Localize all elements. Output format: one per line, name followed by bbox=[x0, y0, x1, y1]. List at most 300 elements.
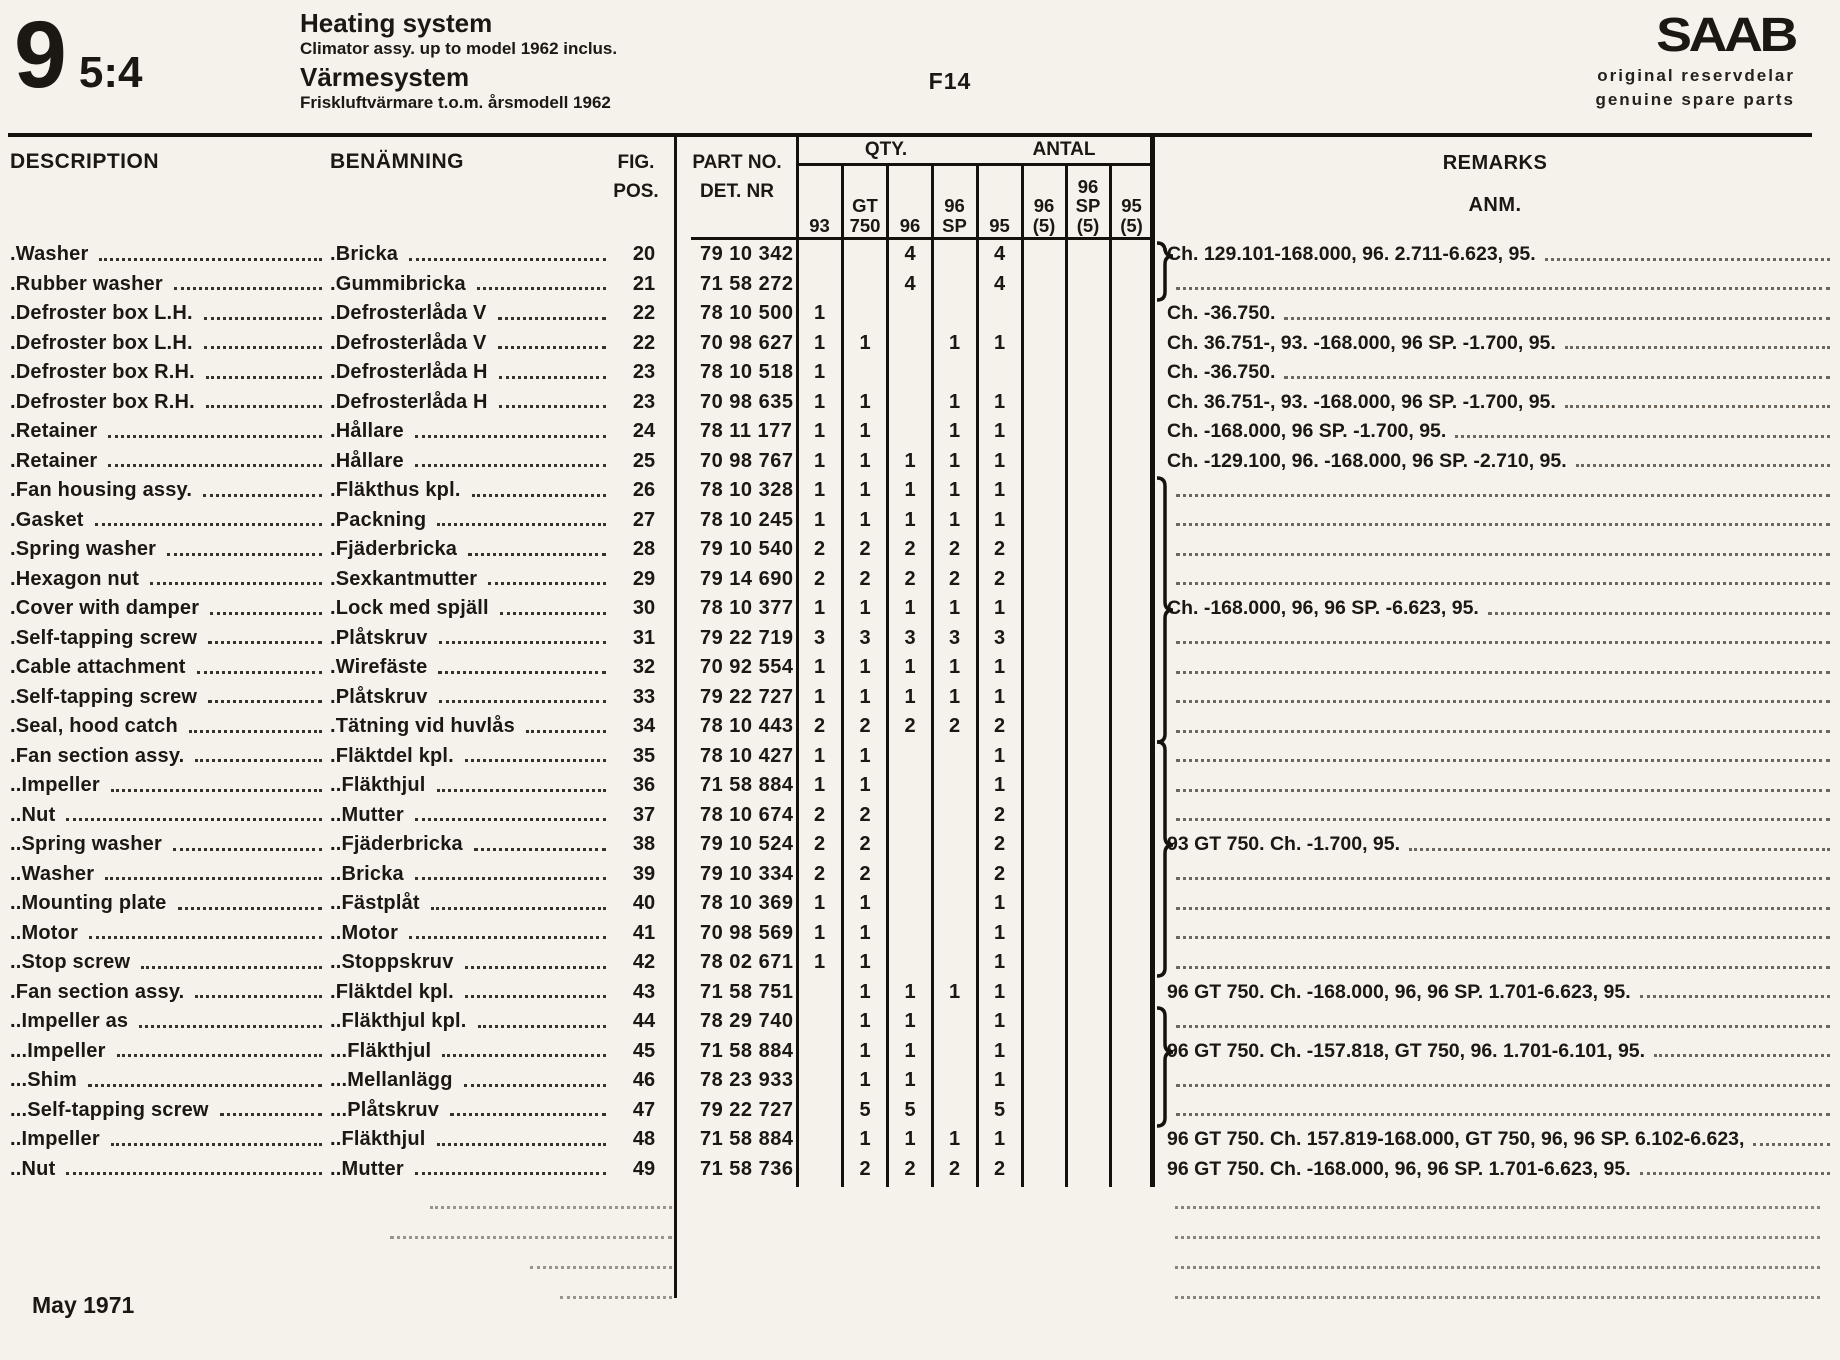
dotted-leader bbox=[465, 966, 606, 969]
brand-line-sv: original reservdelar bbox=[1597, 66, 1795, 85]
benamning-cell: .Hållare bbox=[330, 450, 614, 473]
col-header-part-no: PART NO. DET. NR bbox=[692, 152, 782, 203]
part-no-cell: 79 10 342 bbox=[700, 243, 794, 266]
description-cell: .Seal, hood catch bbox=[0, 715, 330, 738]
qty-cell: 2 bbox=[859, 538, 871, 561]
dotted-leader bbox=[526, 730, 606, 733]
table-row bbox=[0, 565, 1840, 595]
benamning-cell: .Bricka bbox=[330, 243, 614, 266]
fig-pos-cell: 26 bbox=[632, 479, 656, 502]
dotted-leader bbox=[99, 258, 322, 261]
qty-cell: 2 bbox=[993, 803, 1006, 826]
description-cell: ..Nut bbox=[0, 1158, 330, 1181]
qty-cell: 2 bbox=[813, 567, 826, 590]
part-no-cell: 79 22 727 bbox=[700, 685, 794, 708]
part-no-cell: 78 10 427 bbox=[700, 744, 794, 767]
table-row bbox=[0, 830, 1840, 860]
description-cell: ..Nut bbox=[0, 804, 330, 827]
header-rule bbox=[8, 133, 1812, 137]
qty-cell: 1 bbox=[813, 951, 826, 974]
part-no-cell: 79 14 690 bbox=[700, 567, 794, 590]
fig-pos-cell: 30 bbox=[632, 597, 656, 620]
empty-rows bbox=[0, 1192, 1840, 1312]
description-cell: ..Motor bbox=[0, 922, 330, 945]
qty-cell: 1 bbox=[904, 1010, 916, 1033]
description-cell: .Cover with damper bbox=[0, 597, 330, 620]
dotted-leader bbox=[195, 759, 322, 762]
qty-cell: 1 bbox=[948, 420, 961, 443]
table-row bbox=[0, 742, 1840, 772]
benamning-cell: .Fjäderbricka bbox=[330, 538, 614, 561]
empty-row bbox=[0, 1252, 1840, 1282]
qty-cell: 1 bbox=[859, 479, 871, 502]
benamning-cell: .Fläktdel kpl. bbox=[330, 745, 614, 768]
benamning-cell: .Gummibricka bbox=[330, 273, 614, 296]
table-row bbox=[0, 801, 1840, 831]
remarks-cell: 93 GT 750. Ch. -1.700, 95. bbox=[1153, 833, 1840, 856]
empty-row bbox=[0, 1192, 1840, 1222]
qty-cell: 1 bbox=[813, 774, 826, 797]
dotted-leader bbox=[498, 346, 606, 349]
dotted-leader bbox=[1176, 1113, 1830, 1116]
saab-logo: SAAB bbox=[1656, 9, 1795, 62]
table-row bbox=[0, 653, 1840, 683]
qty-cell: 2 bbox=[948, 567, 961, 590]
qty-cell: 2 bbox=[859, 715, 871, 738]
qty-cell: 1 bbox=[993, 685, 1006, 708]
dotted-leader bbox=[1654, 1054, 1830, 1057]
qty-column-header: 93 bbox=[809, 214, 830, 236]
remarks-cell bbox=[1153, 809, 1840, 821]
table-row bbox=[0, 417, 1840, 447]
benamning-cell: .Fläktdel kpl. bbox=[330, 981, 614, 1004]
dotted-leader bbox=[108, 435, 322, 438]
benamning-cell: ..Bricka bbox=[330, 863, 614, 886]
dotted-leader bbox=[117, 1054, 322, 1057]
col-header-remarks: REMARKS ANM. bbox=[1442, 152, 1548, 216]
remarks-cell bbox=[1153, 750, 1840, 762]
description-cell: .Washer bbox=[0, 243, 330, 266]
remarks-cell: Ch. -36.750. bbox=[1153, 361, 1840, 384]
empty-row bbox=[0, 1282, 1840, 1312]
dotted-leader bbox=[409, 258, 606, 261]
description-cell: .Defroster box R.H. bbox=[0, 391, 330, 414]
qty-cell: 5 bbox=[859, 1098, 871, 1121]
part-no-cell: 78 10 245 bbox=[700, 508, 794, 531]
qty-cell: 1 bbox=[813, 420, 826, 443]
qty-cell: 2 bbox=[948, 715, 961, 738]
dotted-leader bbox=[1455, 435, 1830, 438]
dotted-leader bbox=[415, 435, 606, 438]
qty-variant-columns bbox=[797, 166, 1153, 238]
dotted-leader bbox=[415, 877, 606, 880]
dotted-leader bbox=[220, 1113, 322, 1116]
qty-cell: 2 bbox=[993, 538, 1006, 561]
qty-cell: 1 bbox=[859, 774, 871, 797]
table-row bbox=[0, 889, 1840, 919]
qty-cell: 2 bbox=[859, 862, 871, 885]
part-no-cell: 79 10 334 bbox=[700, 862, 794, 885]
section-number: 9 bbox=[14, 2, 65, 108]
benamning-cell: ..Mutter bbox=[330, 804, 614, 827]
benamning-cell: .Plåtskruv bbox=[330, 686, 614, 709]
fig-pos-cell: 29 bbox=[632, 567, 656, 590]
dotted-leader bbox=[1284, 317, 1830, 320]
title-block bbox=[300, 10, 617, 111]
dotted-leader bbox=[1576, 464, 1830, 467]
dotted-leader bbox=[1176, 700, 1830, 703]
part-no-cell: 78 10 518 bbox=[700, 361, 794, 384]
dotted-leader bbox=[498, 317, 606, 320]
dotted-leader bbox=[206, 405, 322, 408]
qty-cell: 1 bbox=[904, 1069, 916, 1092]
dotted-leader bbox=[438, 671, 606, 674]
qty-cell: 2 bbox=[813, 715, 826, 738]
part-no-cell: 78 29 740 bbox=[700, 1010, 794, 1033]
description-cell: .Defroster box R.H. bbox=[0, 361, 330, 384]
description-cell: .Fan section assy. bbox=[0, 981, 330, 1004]
remarks-cell bbox=[1153, 573, 1840, 585]
benamning-cell: .Tätning vid huvlås bbox=[330, 715, 614, 738]
dotted-leader bbox=[464, 1084, 606, 1087]
qty-cell: 1 bbox=[859, 420, 871, 443]
qty-cell: 1 bbox=[859, 1010, 871, 1033]
dotted-leader bbox=[111, 789, 322, 792]
dotted-leader bbox=[1176, 907, 1830, 910]
dotted-leader bbox=[1176, 1025, 1830, 1028]
dotted-leader bbox=[1176, 553, 1830, 556]
remarks-cell bbox=[1153, 278, 1840, 290]
qty-cell: 1 bbox=[993, 1010, 1006, 1033]
qty-cell: 1 bbox=[859, 921, 871, 944]
dotted-leader bbox=[500, 612, 606, 615]
dotted-leader bbox=[174, 287, 322, 290]
qty-cell: 4 bbox=[993, 272, 1006, 295]
remarks-cell bbox=[1153, 544, 1840, 556]
qty-column-header: 96 SP bbox=[942, 195, 967, 236]
qty-cell: 2 bbox=[993, 715, 1006, 738]
qty-cell: 1 bbox=[948, 980, 961, 1003]
qty-label: QTY. bbox=[864, 139, 908, 160]
part-no-cell: 71 58 272 bbox=[700, 272, 794, 295]
qty-cell: 1 bbox=[948, 656, 961, 679]
brand-line-en: genuine spare parts bbox=[1595, 89, 1795, 109]
qty-column-header: 96 bbox=[899, 214, 921, 236]
qty-cell: 1 bbox=[993, 508, 1006, 531]
table-row bbox=[0, 594, 1840, 624]
dotted-leader bbox=[431, 907, 606, 910]
parts-table-body bbox=[0, 240, 1840, 1184]
qty-cell: 1 bbox=[993, 420, 1006, 443]
remarks-cell bbox=[1153, 868, 1840, 880]
remarks-cell: 96 GT 750. Ch. -168.000, 96, 96 SP. 1.701-6.623, 95. bbox=[1153, 1158, 1840, 1181]
remarks-cell: Ch. 129.101-168.000, 96. 2.711-6.623, 95. bbox=[1153, 243, 1840, 266]
page-subtitle-sv: Friskluftvärmare t.o.m. årsmodell 1962 bbox=[300, 92, 611, 112]
dotted-leader bbox=[1409, 848, 1830, 851]
fig-pos-cell: 31 bbox=[632, 626, 656, 649]
dotted-leader bbox=[465, 995, 606, 998]
dotted-leader bbox=[1176, 818, 1830, 821]
fig-pos-cell: 44 bbox=[632, 1010, 656, 1033]
dotted-leader bbox=[1176, 1084, 1830, 1087]
qty-cell: 1 bbox=[993, 1069, 1006, 1092]
dotted-leader bbox=[173, 848, 322, 851]
figure-reference: F14 bbox=[928, 68, 972, 94]
benamning-cell: .Defrosterlåda H bbox=[330, 391, 614, 414]
dotted-leader bbox=[478, 1025, 606, 1028]
description-cell: ...Shim bbox=[0, 1069, 330, 1092]
qty-cell: 1 bbox=[859, 685, 871, 708]
dotted-leader bbox=[1176, 759, 1830, 762]
benamning-cell: ..Fläkthjul bbox=[330, 774, 614, 797]
qty-cell: 1 bbox=[904, 1128, 916, 1151]
qty-column-header: 95 bbox=[989, 214, 1010, 236]
fig-pos-cell: 37 bbox=[632, 803, 656, 826]
dotted-leader bbox=[465, 759, 606, 762]
dotted-leader bbox=[88, 1084, 322, 1087]
qty-cell: 1 bbox=[993, 1039, 1006, 1062]
fig-pos-cell: 23 bbox=[632, 390, 656, 413]
dotted-leader bbox=[139, 1025, 322, 1028]
fig-pos-cell: 35 bbox=[632, 744, 656, 767]
fig-pos-cell: 28 bbox=[632, 538, 656, 561]
qty-cell: 1 bbox=[813, 597, 826, 620]
benamning-cell: ...Fläkthjul bbox=[330, 1040, 614, 1063]
fig-pos-cell: 27 bbox=[632, 508, 656, 531]
qty-cell: 1 bbox=[813, 302, 826, 325]
qty-cell: 3 bbox=[904, 626, 916, 649]
qty-cell: 1 bbox=[813, 921, 826, 944]
table-row bbox=[0, 447, 1840, 477]
qty-cell: 3 bbox=[859, 626, 871, 649]
page-title-sv: Värmesystem bbox=[300, 61, 470, 92]
remarks-cell bbox=[1153, 898, 1840, 910]
qty-cell: 1 bbox=[948, 390, 961, 413]
qty-cell: 2 bbox=[904, 538, 916, 561]
dotted-leader bbox=[1176, 641, 1830, 644]
dotted-leader bbox=[1176, 523, 1830, 526]
remarks-cell: Ch. -129.100, 96. -168.000, 96 SP. -2.710, 95. bbox=[1153, 450, 1840, 473]
dotted-leader bbox=[150, 582, 322, 585]
part-no-cell: 78 10 369 bbox=[700, 892, 794, 915]
description-cell: ...Impeller bbox=[0, 1040, 330, 1063]
section-number-block bbox=[14, 2, 143, 108]
dotted-leader bbox=[66, 1172, 322, 1175]
benamning-cell: .Defrosterlåda H bbox=[330, 361, 614, 384]
description-cell: .Retainer bbox=[0, 450, 330, 473]
table-row bbox=[0, 683, 1840, 713]
qty-cell: 3 bbox=[813, 626, 826, 649]
description-cell: .Gasket bbox=[0, 509, 330, 532]
benamning-cell: .Fläkthus kpl. bbox=[330, 479, 614, 502]
table-row bbox=[0, 1125, 1840, 1155]
fig-pos-cell: 32 bbox=[632, 656, 656, 679]
qty-cell: 1 bbox=[859, 390, 871, 413]
dotted-leader bbox=[499, 405, 606, 408]
table-row bbox=[0, 240, 1840, 270]
remarks-cell bbox=[1153, 662, 1840, 674]
table-row bbox=[0, 299, 1840, 329]
description-cell: ..Stop screw bbox=[0, 951, 330, 974]
qty-cell: 1 bbox=[993, 656, 1006, 679]
benamning-cell: .Plåtskruv bbox=[330, 627, 614, 650]
qty-cell: 2 bbox=[993, 567, 1006, 590]
dotted-leader bbox=[415, 1172, 606, 1175]
remarks-cell bbox=[1153, 632, 1840, 644]
fig-pos-cell: 48 bbox=[632, 1128, 656, 1151]
description-cell: .Defroster box L.H. bbox=[0, 302, 330, 325]
remarks-cell bbox=[1153, 514, 1840, 526]
remarks-cell: 96 GT 750. Ch. 157.819-168.000, GT 750, 96, 96 SP. 6.102-6.623, bbox=[1153, 1128, 1840, 1151]
qty-cell: 1 bbox=[859, 1069, 871, 1092]
table-row bbox=[0, 1037, 1840, 1067]
qty-cell: 2 bbox=[904, 1157, 916, 1180]
qty-cell: 1 bbox=[904, 1039, 916, 1062]
remarks-cell bbox=[1153, 485, 1840, 497]
qty-cell: 2 bbox=[993, 1157, 1006, 1180]
part-no-cell: 78 11 177 bbox=[700, 420, 793, 443]
part-no-cell: 78 10 674 bbox=[700, 803, 794, 826]
benamning-cell: ..Fästplåt bbox=[330, 892, 614, 915]
qty-cell: 5 bbox=[904, 1098, 916, 1121]
dotted-leader bbox=[204, 317, 322, 320]
footer-date: May 1971 bbox=[32, 1292, 135, 1318]
description-cell: .Fan housing assy. bbox=[0, 479, 330, 502]
part-no-cell: 70 98 767 bbox=[700, 449, 794, 472]
dotted-leader bbox=[203, 494, 322, 497]
remarks-cell: 96 GT 750. Ch. -168.000, 96, 96 SP. 1.701-6.623, 95. bbox=[1153, 981, 1840, 1004]
dotted-leader bbox=[437, 789, 606, 792]
dotted-leader bbox=[1176, 287, 1830, 290]
qty-cell: 1 bbox=[813, 361, 826, 384]
dotted-leader bbox=[1176, 582, 1830, 585]
dotted-leader bbox=[204, 346, 322, 349]
dotted-leader bbox=[442, 1054, 606, 1057]
qty-cell: 1 bbox=[948, 1128, 961, 1151]
fig-pos-cell: 25 bbox=[632, 449, 656, 472]
remarks-cell bbox=[1153, 780, 1840, 792]
col-header-fig-pos: FIG. POS. bbox=[613, 152, 659, 203]
dotted-leader bbox=[439, 700, 606, 703]
qty-cell: 1 bbox=[993, 892, 1006, 915]
dotted-leader bbox=[1488, 612, 1830, 615]
description-cell: ..Impeller bbox=[0, 774, 330, 797]
dotted-leader bbox=[105, 877, 322, 880]
dotted-leader bbox=[1545, 258, 1830, 261]
fig-pos-cell: 36 bbox=[632, 774, 656, 797]
qty-cell: 1 bbox=[813, 656, 826, 679]
fig-pos-cell: 43 bbox=[632, 980, 656, 1003]
qty-cell: 1 bbox=[993, 744, 1006, 767]
qty-cell: 1 bbox=[993, 479, 1006, 502]
fig-pos-cell: 47 bbox=[632, 1098, 656, 1121]
description-cell: ..Impeller bbox=[0, 1128, 330, 1151]
qty-cell: 1 bbox=[859, 331, 871, 354]
dotted-leader bbox=[415, 464, 606, 467]
qty-cell: 1 bbox=[993, 980, 1006, 1003]
qty-cell: 1 bbox=[813, 331, 826, 354]
dotted-leader bbox=[141, 966, 322, 969]
remarks-cell bbox=[1153, 1104, 1840, 1116]
table-row bbox=[0, 358, 1840, 388]
part-no-cell: 79 10 524 bbox=[700, 833, 794, 856]
qty-cell: 1 bbox=[948, 685, 961, 708]
dotted-leader bbox=[95, 523, 322, 526]
fig-pos-cell: 20 bbox=[632, 243, 656, 266]
dotted-leader bbox=[437, 523, 606, 526]
qty-cell: 1 bbox=[859, 1039, 871, 1062]
table-row bbox=[0, 270, 1840, 300]
qty-cell: 1 bbox=[813, 390, 826, 413]
dotted-leader bbox=[1565, 346, 1830, 349]
dotted-leader bbox=[108, 464, 322, 467]
table-row bbox=[0, 1066, 1840, 1096]
qty-cell: 1 bbox=[993, 951, 1006, 974]
fig-pos-cell: 38 bbox=[632, 833, 656, 856]
benamning-cell: .Hållare bbox=[330, 420, 614, 443]
qty-cell: 2 bbox=[859, 803, 871, 826]
qty-cell: 1 bbox=[859, 508, 871, 531]
dotted-leader bbox=[66, 818, 322, 821]
fig-pos-cell: 45 bbox=[632, 1039, 656, 1062]
qty-cell: 1 bbox=[948, 449, 961, 472]
part-no-cell: 71 58 736 bbox=[700, 1157, 794, 1180]
col-header-qty-antal bbox=[797, 139, 1153, 163]
qty-cell: 2 bbox=[993, 862, 1006, 885]
dotted-leader bbox=[1176, 789, 1830, 792]
table-row bbox=[0, 771, 1840, 801]
remarks-cell: Ch. 36.751-, 93. -168.000, 96 SP. -1.700, 95. bbox=[1153, 332, 1840, 355]
page-subtitle-en: Climator assy. up to model 1962 inclus. bbox=[300, 39, 618, 59]
qty-cell: 1 bbox=[813, 892, 826, 915]
dotted-leader bbox=[1176, 494, 1830, 497]
qty-cell: 4 bbox=[904, 243, 916, 266]
dotted-leader bbox=[468, 553, 606, 556]
remarks-cell: Ch. 36.751-, 93. -168.000, 96 SP. -1.700, 95. bbox=[1153, 391, 1840, 414]
description-cell: .Fan section assy. bbox=[0, 745, 330, 768]
fig-pos-cell: 39 bbox=[632, 862, 656, 885]
table-row bbox=[0, 388, 1840, 418]
fig-pos-cell: 42 bbox=[632, 951, 656, 974]
qty-cell: 1 bbox=[813, 449, 826, 472]
qty-cell: 1 bbox=[904, 508, 916, 531]
benamning-cell: ..Fjäderbricka bbox=[330, 833, 614, 856]
dotted-leader bbox=[208, 641, 322, 644]
antal-label: ANTAL bbox=[1032, 139, 1096, 160]
description-cell: .Spring washer bbox=[0, 538, 330, 561]
dotted-leader bbox=[1176, 671, 1830, 674]
fig-pos-cell: 23 bbox=[632, 361, 656, 384]
fig-pos-cell: 22 bbox=[632, 302, 656, 325]
qty-cell: 1 bbox=[859, 892, 871, 915]
remarks-cell: Ch. -168.000, 96, 96 SP. -6.623, 95. bbox=[1153, 597, 1840, 620]
remarks-cell bbox=[1153, 957, 1840, 969]
remarks-cell bbox=[1153, 721, 1840, 733]
qty-cell: 1 bbox=[904, 479, 916, 502]
qty-cell: 1 bbox=[859, 449, 871, 472]
table-row bbox=[0, 535, 1840, 565]
dotted-leader bbox=[477, 287, 606, 290]
part-no-cell: 78 23 933 bbox=[700, 1069, 794, 1092]
qty-cell: 2 bbox=[859, 567, 871, 590]
col-header-description: DESCRIPTION bbox=[10, 150, 160, 173]
table-row bbox=[0, 1096, 1840, 1126]
remarks-cell bbox=[1153, 1075, 1840, 1087]
part-no-cell: 78 10 328 bbox=[700, 479, 794, 502]
brand-block bbox=[1595, 9, 1795, 112]
qty-cell: 2 bbox=[993, 833, 1006, 856]
description-cell: .Self-tapping screw bbox=[0, 627, 330, 650]
